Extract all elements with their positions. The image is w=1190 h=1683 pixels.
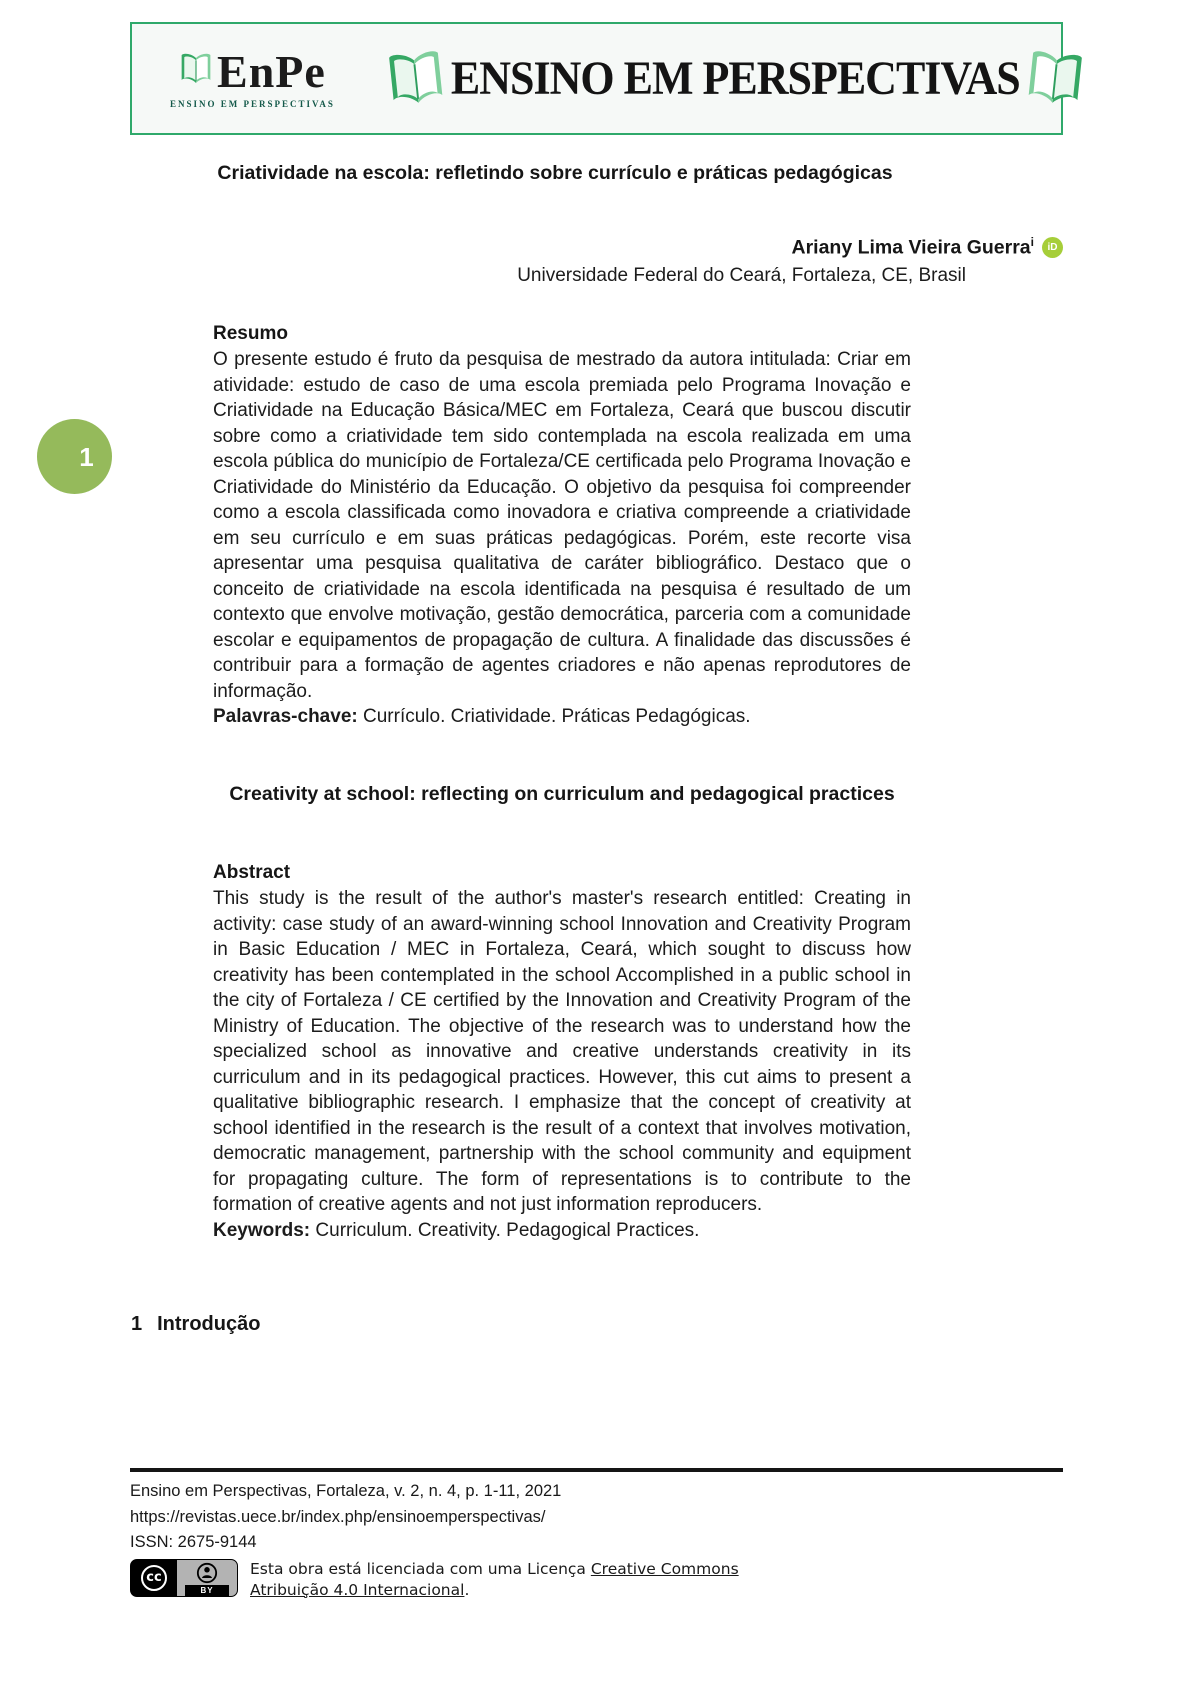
resumo-section — [213, 320, 911, 730]
footer-citation: Ensino em Perspectivas, Fortaleza, v. 2, n. 4, p. 1-11, 2021 — [130, 1482, 562, 1500]
journal-banner — [387, 47, 1084, 111]
palavras-chave-text: Currículo. Criatividade. Práticas Pedagógicas. — [357, 706, 751, 727]
license-suffix: . — [464, 1580, 470, 1599]
author-block — [130, 229, 1063, 289]
cc-by-label: BY — [185, 1585, 229, 1596]
cc-by-badge[interactable] — [130, 1559, 238, 1597]
keywords-text: Curriculum. Creativity. Pedagogical Practices. — [310, 1219, 700, 1241]
author-name: Ariany Lima Vieira Guerra — [791, 236, 1031, 259]
footer-issn: ISSN: 2675-9144 — [130, 1533, 257, 1551]
cc-logo-icon: cc — [131, 1560, 177, 1596]
abstract-section — [213, 859, 911, 1243]
journal-banner-title: ENSINO EM PERSPECTIVAS — [450, 52, 1020, 105]
section-title: Introdução — [157, 1313, 261, 1335]
author-affiliation: Universidade Federal do Ceará, Fortaleza, CE, Brasil — [517, 264, 966, 286]
article-title-en: Creativity at school: reflecting on curriculum and pedagogical practices — [229, 783, 895, 805]
introduction-heading — [131, 1313, 260, 1336]
journal-logo-acronym: EnPe — [217, 45, 326, 97]
abstract-body: This study is the result of the author's master's research entitled: Creating in activity: case study of an award-winning school Innovation and Creativity Program in Basic Education / MEC in Fortaleza, Ceará, which sought to discuss how creativity has been contemplated in the school Accomplished in a public school in the city of Fortaleza / CE certified by the Innovation and Creativity Program of the Ministry of Education. The objective of the research was to understand how the specialized school as innovative and creative understands creativity in its curriculum and in its pedagogical practices. However, this cut aims to present a qualitative bibliographic research. I emphasize that the concept of creativity at school identified in the research is the result of a context that involves motivation, democratic management, partnership with the school community and equipment for propagating culture. The form of representations is to contribute to the formation of creative agents and not just information reproducers. — [213, 888, 911, 1215]
page-footer — [130, 1468, 1063, 1601]
keywords-label: Keywords: — [213, 1219, 311, 1241]
license-text — [250, 1559, 755, 1601]
palavras-chave-line — [213, 704, 911, 730]
section-number: 1 — [131, 1313, 143, 1335]
open-book-icon — [1023, 44, 1087, 114]
license-row — [130, 1559, 1063, 1601]
keywords-line — [213, 1218, 911, 1244]
person-icon — [196, 1562, 218, 1584]
article-title-pt: Criatividade na escola: refletindo sobre currículo e práticas pedagógicas — [217, 162, 893, 184]
journal-logo-subtitle: ENSINO EM PERSPECTIVAS — [170, 98, 335, 109]
journal-logo — [170, 45, 335, 109]
resumo-heading: Resumo — [213, 323, 288, 344]
page-number: 1 — [79, 442, 94, 472]
resumo-body: O presente estudo é fruto da pesquisa de mestrado da autora intitulada: Criar em atividade: estudo de caso de uma escola premiada pelo Programa Inovação e Criatividade na Educação Básica/MEC em Fortaleza, Ceará que buscou discutir sobre como a criatividade tem sido contemplada na escola realizada em uma escola pública do município de Fortaleza/CE certificada pelo Programa Inovação e Criatividade do Ministério da Educação. O objetivo da pesquisa foi compreender como a escola classificada como inovadora e criativa compreende a criatividade em seu currículo e em suas práticas pedagógicas. Porém, este recorte visa apresentar uma pesquisa qualitativa de caráter bibliográfico. Destaco que o conceito de criatividade na escola identificada na pesquisa é resultado de um contexto que envolve motivação, gestão democrática, parceria com a comunidade escolar e equipamentos de propagação de cultura. A finalidade das discussões é contribuir para a formação de agentes criadores e não apenas reprodutores de informação. — [213, 349, 911, 702]
author-line — [130, 229, 1063, 262]
open-book-icon — [384, 44, 448, 114]
page-number-badge — [37, 419, 112, 494]
footer-divider — [130, 1468, 1063, 1472]
palavras-chave-label: Palavras-chave: — [213, 706, 358, 727]
license-prefix: Esta obra está licenciada com uma Licença — [250, 1559, 591, 1578]
footer-url: https://revistas.uece.br/index.php/ensinoemperspectivas/ — [130, 1507, 546, 1526]
journal-header — [130, 22, 1063, 135]
license-link[interactable]: Creative Commons Atribuição 4.0 Internacional — [250, 1559, 739, 1599]
open-book-icon — [179, 49, 213, 89]
abstract-heading: Abstract — [213, 862, 291, 883]
author-endnote-mark: i — [1030, 235, 1034, 249]
orcid-icon[interactable]: iD — [1042, 237, 1063, 258]
